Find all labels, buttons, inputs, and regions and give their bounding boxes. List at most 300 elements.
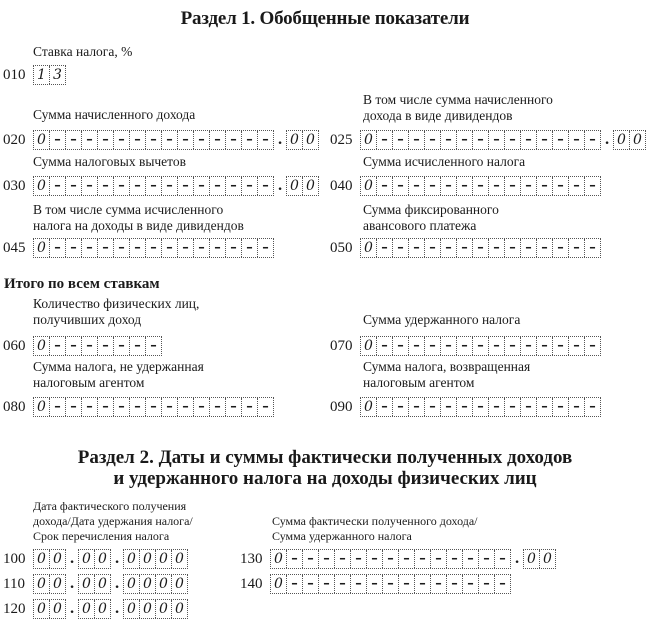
empty-cell[interactable]: – [114, 337, 130, 355]
empty-cell[interactable]: – [130, 177, 146, 195]
empty-cell[interactable]: – [98, 239, 114, 257]
empty-cell[interactable]: – [537, 177, 553, 195]
empty-cell[interactable]: – [457, 337, 473, 355]
empty-cell[interactable]: – [431, 575, 447, 593]
digit-cell[interactable]: 0 [361, 398, 377, 416]
empty-cell[interactable]: – [399, 575, 415, 593]
label-line: Ставка налога, % [33, 44, 133, 59]
integer-cells[interactable] [33, 238, 274, 258]
digit-cell[interactable]: 0 [306, 132, 315, 148]
decimal-cells[interactable] [286, 176, 319, 196]
digit-cell[interactable]: 0 [140, 575, 156, 593]
empty-cell[interactable]: – [319, 550, 335, 568]
digit-cell[interactable]: 0 [140, 550, 156, 568]
label-080 [33, 359, 204, 391]
field-030[interactable] [3, 176, 319, 196]
separator-dot: . [69, 576, 75, 592]
empty-cell[interactable]: – [50, 337, 66, 355]
empty-cell[interactable]: – [130, 239, 146, 257]
field-010[interactable] [3, 65, 66, 85]
digit-cell[interactable]: 0 [34, 177, 50, 195]
integer-cells[interactable] [33, 130, 274, 150]
empty-cell[interactable]: – [377, 337, 393, 355]
integer-cells[interactable] [33, 336, 162, 356]
decimal-cells[interactable] [286, 130, 319, 150]
separator-dot: . [114, 601, 120, 617]
section-1-title: Раздел 1. Обобщенные показатели [180, 8, 470, 29]
empty-cell[interactable]: – [409, 398, 425, 416]
empty-cell[interactable]: – [162, 131, 178, 149]
digit-cell[interactable]: 0 [361, 131, 377, 149]
label-050 [363, 202, 499, 234]
empty-cell[interactable]: – [178, 239, 194, 257]
empty-cell[interactable]: – [441, 177, 457, 195]
empty-cell[interactable]: – [335, 550, 351, 568]
digit-cell[interactable]: 0 [633, 132, 642, 148]
empty-cell[interactable]: – [66, 398, 82, 416]
empty-cell[interactable]: – [441, 337, 457, 355]
empty-cell[interactable]: – [82, 398, 98, 416]
empty-cell[interactable]: – [210, 398, 226, 416]
section-2-title-line2: и удержанного налога на доходы физических лиц [113, 468, 537, 489]
empty-cell[interactable]: – [479, 575, 495, 593]
empty-cell[interactable]: – [505, 177, 521, 195]
field-code: 040 [330, 178, 353, 194]
empty-cell[interactable]: – [521, 131, 537, 149]
digit-cell[interactable]: 0 [175, 601, 184, 617]
digit-cell[interactable]: 0 [287, 131, 303, 149]
empty-cell[interactable]: – [242, 131, 258, 149]
empty-cell[interactable]: – [150, 338, 157, 353]
empty-cell[interactable]: – [146, 131, 162, 149]
label-090 [363, 359, 530, 391]
digit-cell[interactable]: 0 [79, 600, 95, 618]
integer-cells[interactable] [33, 397, 274, 417]
digit-cell[interactable]: 0 [34, 575, 50, 593]
digit-cell[interactable]: 0 [34, 337, 50, 355]
field-080[interactable] [3, 397, 274, 417]
empty-cell[interactable]: – [457, 398, 473, 416]
empty-cell[interactable]: – [50, 177, 66, 195]
digit-cell[interactable]: 0 [140, 600, 156, 618]
empty-cell[interactable]: – [50, 131, 66, 149]
label-025 [363, 92, 553, 124]
empty-cell[interactable]: – [447, 575, 463, 593]
empty-cell[interactable]: – [226, 398, 242, 416]
digit-cell[interactable]: 0 [124, 550, 140, 568]
empty-cell[interactable]: – [242, 177, 258, 195]
digit-cell[interactable]: 0 [34, 550, 50, 568]
separator-dot: . [277, 132, 283, 148]
label-line: дохода в виде дивидендов [363, 108, 513, 123]
field-130[interactable] [240, 549, 556, 569]
digit-cell[interactable]: 1 [34, 66, 50, 84]
field-020[interactable] [3, 130, 319, 150]
label-040 [363, 154, 525, 170]
empty-cell[interactable]: – [537, 239, 553, 257]
section-2-title-line1: Раздел 2. Даты и суммы фактически полученных доходов [77, 447, 573, 468]
field-090[interactable] [330, 397, 601, 417]
empty-cell[interactable]: – [130, 131, 146, 149]
digit-cell[interactable]: 0 [156, 600, 172, 618]
label-045 [33, 202, 244, 234]
empty-cell[interactable]: – [505, 398, 521, 416]
field-code: 090 [330, 399, 353, 415]
field-code: 110 [3, 576, 25, 592]
digit-cell[interactable]: 0 [98, 601, 107, 617]
digit-cell[interactable]: 0 [175, 551, 184, 567]
label-line: Сумма налога, возвращенная [363, 359, 531, 374]
empty-cell[interactable]: – [50, 398, 66, 416]
digit-cell[interactable]: 0 [34, 239, 50, 257]
field-code: 030 [3, 178, 26, 194]
label-line: Дата фактического получения [33, 499, 187, 513]
separator-dot: . [69, 551, 75, 567]
digit-cell[interactable]: 3 [53, 67, 62, 83]
empty-cell[interactable]: – [537, 131, 553, 149]
digit-cell[interactable]: 0 [53, 576, 62, 592]
section-2-title [0, 447, 650, 489]
empty-cell[interactable]: – [50, 239, 66, 257]
field-040[interactable] [330, 176, 601, 196]
label-060 [33, 296, 199, 328]
empty-cell[interactable]: – [194, 131, 210, 149]
empty-cell[interactable]: – [114, 398, 130, 416]
year-cells[interactable] [123, 574, 188, 594]
label-line: Сумма начисленного дохода [33, 107, 196, 122]
field-code: 120 [3, 601, 26, 617]
empty-cell[interactable]: – [425, 131, 441, 149]
empty-cell[interactable]: – [441, 131, 457, 149]
empty-cell[interactable]: – [569, 398, 585, 416]
empty-cell[interactable]: – [82, 239, 98, 257]
empty-cell[interactable]: – [178, 177, 194, 195]
empty-cell[interactable]: – [351, 550, 367, 568]
month-cells[interactable] [78, 599, 111, 619]
empty-cell[interactable]: – [162, 239, 178, 257]
empty-cell[interactable]: – [499, 551, 506, 566]
empty-cell[interactable]: – [505, 239, 521, 257]
empty-cell[interactable]: – [262, 132, 269, 147]
empty-cell[interactable]: – [377, 131, 393, 149]
digit-cell[interactable]: 0 [271, 550, 287, 568]
label-line: получивших доход [33, 312, 142, 327]
digit-cell[interactable]: 0 [124, 575, 140, 593]
separator-dot: . [114, 576, 120, 592]
empty-cell[interactable]: – [114, 177, 130, 195]
empty-cell[interactable]: – [351, 575, 367, 593]
digit-cell[interactable]: 0 [79, 575, 95, 593]
empty-cell[interactable]: – [521, 239, 537, 257]
empty-cell[interactable]: – [473, 131, 489, 149]
field-025[interactable] [330, 130, 646, 150]
label-line: авансового платежа [363, 218, 477, 233]
empty-cell[interactable]: – [473, 337, 489, 355]
empty-cell[interactable]: – [553, 131, 569, 149]
empty-cell[interactable]: – [194, 177, 210, 195]
field-code: 010 [3, 67, 26, 83]
field-060[interactable] [3, 336, 162, 356]
empty-cell[interactable]: – [521, 177, 537, 195]
field-code: 025 [330, 132, 353, 148]
empty-cell[interactable]: – [66, 131, 82, 149]
digit-cell[interactable]: 0 [124, 600, 140, 618]
empty-cell[interactable]: – [130, 337, 146, 355]
empty-cell[interactable]: – [242, 398, 258, 416]
integer-cells[interactable] [33, 176, 274, 196]
empty-cell[interactable]: – [383, 550, 399, 568]
label-line: В том числе сумма начисленного [363, 92, 553, 107]
empty-cell[interactable]: – [505, 131, 521, 149]
empty-cell[interactable]: – [393, 337, 409, 355]
integer-cells[interactable] [360, 130, 601, 150]
integer-cells[interactable] [360, 176, 601, 196]
day-cells[interactable] [33, 574, 66, 594]
empty-cell[interactable]: – [303, 550, 319, 568]
empty-cell[interactable]: – [178, 398, 194, 416]
label-line: Сумма фиксированного [363, 202, 499, 217]
empty-cell[interactable]: – [569, 337, 585, 355]
empty-cell[interactable]: – [489, 131, 505, 149]
label-line: налога на доходы в виде дивидендов [33, 218, 244, 233]
empty-cell[interactable]: – [393, 177, 409, 195]
month-cells[interactable] [78, 574, 111, 594]
label-line: В том числе сумма исчисленного [33, 202, 224, 217]
empty-cell[interactable]: – [553, 398, 569, 416]
empty-cell[interactable]: – [393, 239, 409, 257]
empty-cell[interactable]: – [319, 575, 335, 593]
empty-cell[interactable]: – [262, 399, 269, 414]
empty-cell[interactable]: – [242, 239, 258, 257]
empty-cell[interactable]: – [489, 239, 505, 257]
month-cells[interactable] [78, 549, 111, 569]
empty-cell[interactable]: – [425, 177, 441, 195]
empty-cell[interactable]: – [98, 398, 114, 416]
empty-cell[interactable]: – [377, 177, 393, 195]
digit-cell[interactable]: 0 [156, 550, 172, 568]
digit-cell[interactable]: 0 [543, 551, 552, 567]
empty-cell[interactable]: – [463, 575, 479, 593]
label-line: Сумма налога, не удержанная [33, 359, 204, 374]
empty-cell[interactable]: – [210, 177, 226, 195]
digit-cell[interactable]: 0 [98, 576, 107, 592]
empty-cell[interactable]: – [98, 337, 114, 355]
empty-cell[interactable]: – [377, 398, 393, 416]
decimal-cells[interactable] [613, 130, 646, 150]
empty-cell[interactable]: – [82, 177, 98, 195]
empty-cell[interactable]: – [194, 398, 210, 416]
empty-cell[interactable]: – [537, 398, 553, 416]
empty-cell[interactable]: – [383, 575, 399, 593]
empty-cell[interactable]: – [146, 177, 162, 195]
empty-cell[interactable]: – [226, 177, 242, 195]
field-code: 020 [3, 132, 26, 148]
digit-cell[interactable]: 0 [271, 575, 287, 593]
empty-cell[interactable]: – [415, 575, 431, 593]
empty-cell[interactable]: – [98, 131, 114, 149]
empty-cell[interactable]: – [98, 177, 114, 195]
empty-cell[interactable]: – [146, 239, 162, 257]
empty-cell[interactable]: – [537, 337, 553, 355]
empty-cell[interactable]: – [553, 177, 569, 195]
separator-dot: . [69, 601, 75, 617]
empty-cell[interactable]: – [287, 575, 303, 593]
label-line: дохода/Дата удержания налога/ [33, 514, 193, 528]
empty-cell[interactable]: – [473, 398, 489, 416]
empty-cell[interactable]: – [162, 177, 178, 195]
empty-cell[interactable]: – [66, 177, 82, 195]
empty-cell[interactable]: – [114, 239, 130, 257]
empty-cell[interactable]: – [393, 398, 409, 416]
empty-cell[interactable]: – [521, 398, 537, 416]
empty-cell[interactable]: – [425, 239, 441, 257]
empty-cell[interactable]: – [409, 131, 425, 149]
integer-cells[interactable] [360, 238, 601, 258]
date-field-110[interactable] [3, 574, 188, 594]
digit-cell[interactable]: 0 [34, 398, 50, 416]
field-code: 140 [240, 576, 263, 592]
label-line: Срок перечисления налога [33, 529, 170, 543]
empty-cell[interactable]: – [367, 550, 383, 568]
digit-cell[interactable]: 0 [361, 177, 377, 195]
empty-cell[interactable]: – [441, 398, 457, 416]
empty-cell[interactable]: – [262, 178, 269, 193]
empty-cell[interactable]: – [521, 337, 537, 355]
digit-cell[interactable]: 0 [34, 131, 50, 149]
digit-cell[interactable]: 0 [156, 575, 172, 593]
empty-cell[interactable]: – [82, 337, 98, 355]
empty-cell[interactable]: – [114, 131, 130, 149]
decimal-cells[interactable] [523, 549, 556, 569]
empty-cell[interactable]: – [589, 132, 596, 147]
empty-cell[interactable]: – [457, 177, 473, 195]
digit-cell[interactable]: 0 [98, 551, 107, 567]
label-020 [33, 107, 195, 123]
empty-cell[interactable]: – [210, 131, 226, 149]
separator-dot: . [114, 551, 120, 567]
empty-cell[interactable]: – [569, 177, 585, 195]
empty-cell[interactable]: – [569, 239, 585, 257]
year-cells[interactable] [123, 599, 188, 619]
label-070 [363, 312, 520, 328]
empty-cell[interactable]: – [82, 131, 98, 149]
empty-cell[interactable]: – [415, 550, 431, 568]
empty-cell[interactable]: – [425, 398, 441, 416]
digit-cell[interactable]: 0 [175, 576, 184, 592]
digit-cell[interactable]: 0 [287, 177, 303, 195]
digit-cell[interactable]: 0 [306, 178, 315, 194]
digit-cell[interactable]: 0 [53, 551, 62, 567]
empty-cell[interactable]: – [473, 177, 489, 195]
empty-cell[interactable]: – [441, 239, 457, 257]
empty-cell[interactable]: – [226, 131, 242, 149]
integer-cells[interactable] [270, 549, 511, 569]
empty-cell[interactable]: – [463, 550, 479, 568]
integer-cells[interactable] [270, 574, 511, 594]
empty-cell[interactable]: – [457, 239, 473, 257]
empty-cell[interactable]: – [589, 178, 596, 193]
digit-cell[interactable]: 0 [79, 550, 95, 568]
empty-cell[interactable]: – [489, 177, 505, 195]
digit-cell[interactable]: 0 [34, 600, 50, 618]
day-cells[interactable] [33, 599, 66, 619]
empty-cell[interactable]: – [130, 398, 146, 416]
integer-cells[interactable] [360, 336, 601, 356]
empty-cell[interactable]: – [589, 240, 596, 255]
empty-cell[interactable]: – [431, 550, 447, 568]
field-070[interactable] [330, 336, 601, 356]
empty-cell[interactable]: – [287, 550, 303, 568]
field-code: 130 [240, 551, 263, 567]
year-cells[interactable] [123, 549, 188, 569]
field-code: 100 [3, 551, 26, 567]
day-cells[interactable] [33, 549, 66, 569]
empty-cell[interactable]: – [194, 239, 210, 257]
field-050[interactable] [330, 238, 601, 258]
digit-cell[interactable]: 0 [361, 337, 377, 355]
empty-cell[interactable]: – [178, 131, 194, 149]
empty-cell[interactable]: – [303, 575, 319, 593]
empty-cell[interactable]: – [66, 239, 82, 257]
empty-cell[interactable]: – [146, 398, 162, 416]
empty-cell[interactable]: – [409, 239, 425, 257]
field-140[interactable] [240, 574, 511, 594]
empty-cell[interactable]: – [569, 131, 585, 149]
empty-cell[interactable]: – [335, 575, 351, 593]
digit-cell[interactable]: 0 [524, 550, 540, 568]
empty-cell[interactable]: – [162, 398, 178, 416]
empty-cell[interactable]: – [589, 399, 596, 414]
empty-cell[interactable]: – [226, 239, 242, 257]
empty-cell[interactable]: – [409, 337, 425, 355]
digit-cell[interactable]: 0 [614, 131, 630, 149]
empty-cell[interactable]: – [66, 337, 82, 355]
empty-cell[interactable]: – [489, 337, 505, 355]
date-field-120[interactable] [3, 599, 188, 619]
label-030 [33, 154, 186, 170]
empty-cell[interactable]: – [489, 398, 505, 416]
field-045[interactable] [3, 238, 274, 258]
empty-cell[interactable]: – [553, 239, 569, 257]
empty-cell[interactable]: – [553, 337, 569, 355]
date-label [33, 499, 193, 544]
field-code: 070 [330, 338, 353, 354]
field-code: 050 [330, 240, 353, 256]
empty-cell[interactable]: – [393, 131, 409, 149]
digit-cell[interactable]: 0 [53, 601, 62, 617]
empty-cell[interactable]: – [479, 550, 495, 568]
empty-cell[interactable]: – [505, 337, 521, 355]
date-field-100[interactable] [3, 549, 188, 569]
empty-cell[interactable]: – [499, 576, 506, 591]
integer-cells[interactable] [33, 65, 66, 85]
empty-cell[interactable]: – [399, 550, 415, 568]
empty-cell[interactable]: – [589, 338, 596, 353]
empty-cell[interactable]: – [457, 131, 473, 149]
empty-cell[interactable]: – [377, 239, 393, 257]
empty-cell[interactable]: – [262, 240, 269, 255]
empty-cell[interactable]: – [425, 337, 441, 355]
empty-cell[interactable]: – [367, 575, 383, 593]
digit-cell[interactable]: 0 [361, 239, 377, 257]
empty-cell[interactable]: – [409, 177, 425, 195]
label-line: Сумма удержанного налога [363, 312, 521, 327]
integer-cells[interactable] [360, 397, 601, 417]
separator-dot: . [514, 551, 520, 567]
empty-cell[interactable]: – [447, 550, 463, 568]
empty-cell[interactable]: – [210, 239, 226, 257]
empty-cell[interactable]: – [473, 239, 489, 257]
